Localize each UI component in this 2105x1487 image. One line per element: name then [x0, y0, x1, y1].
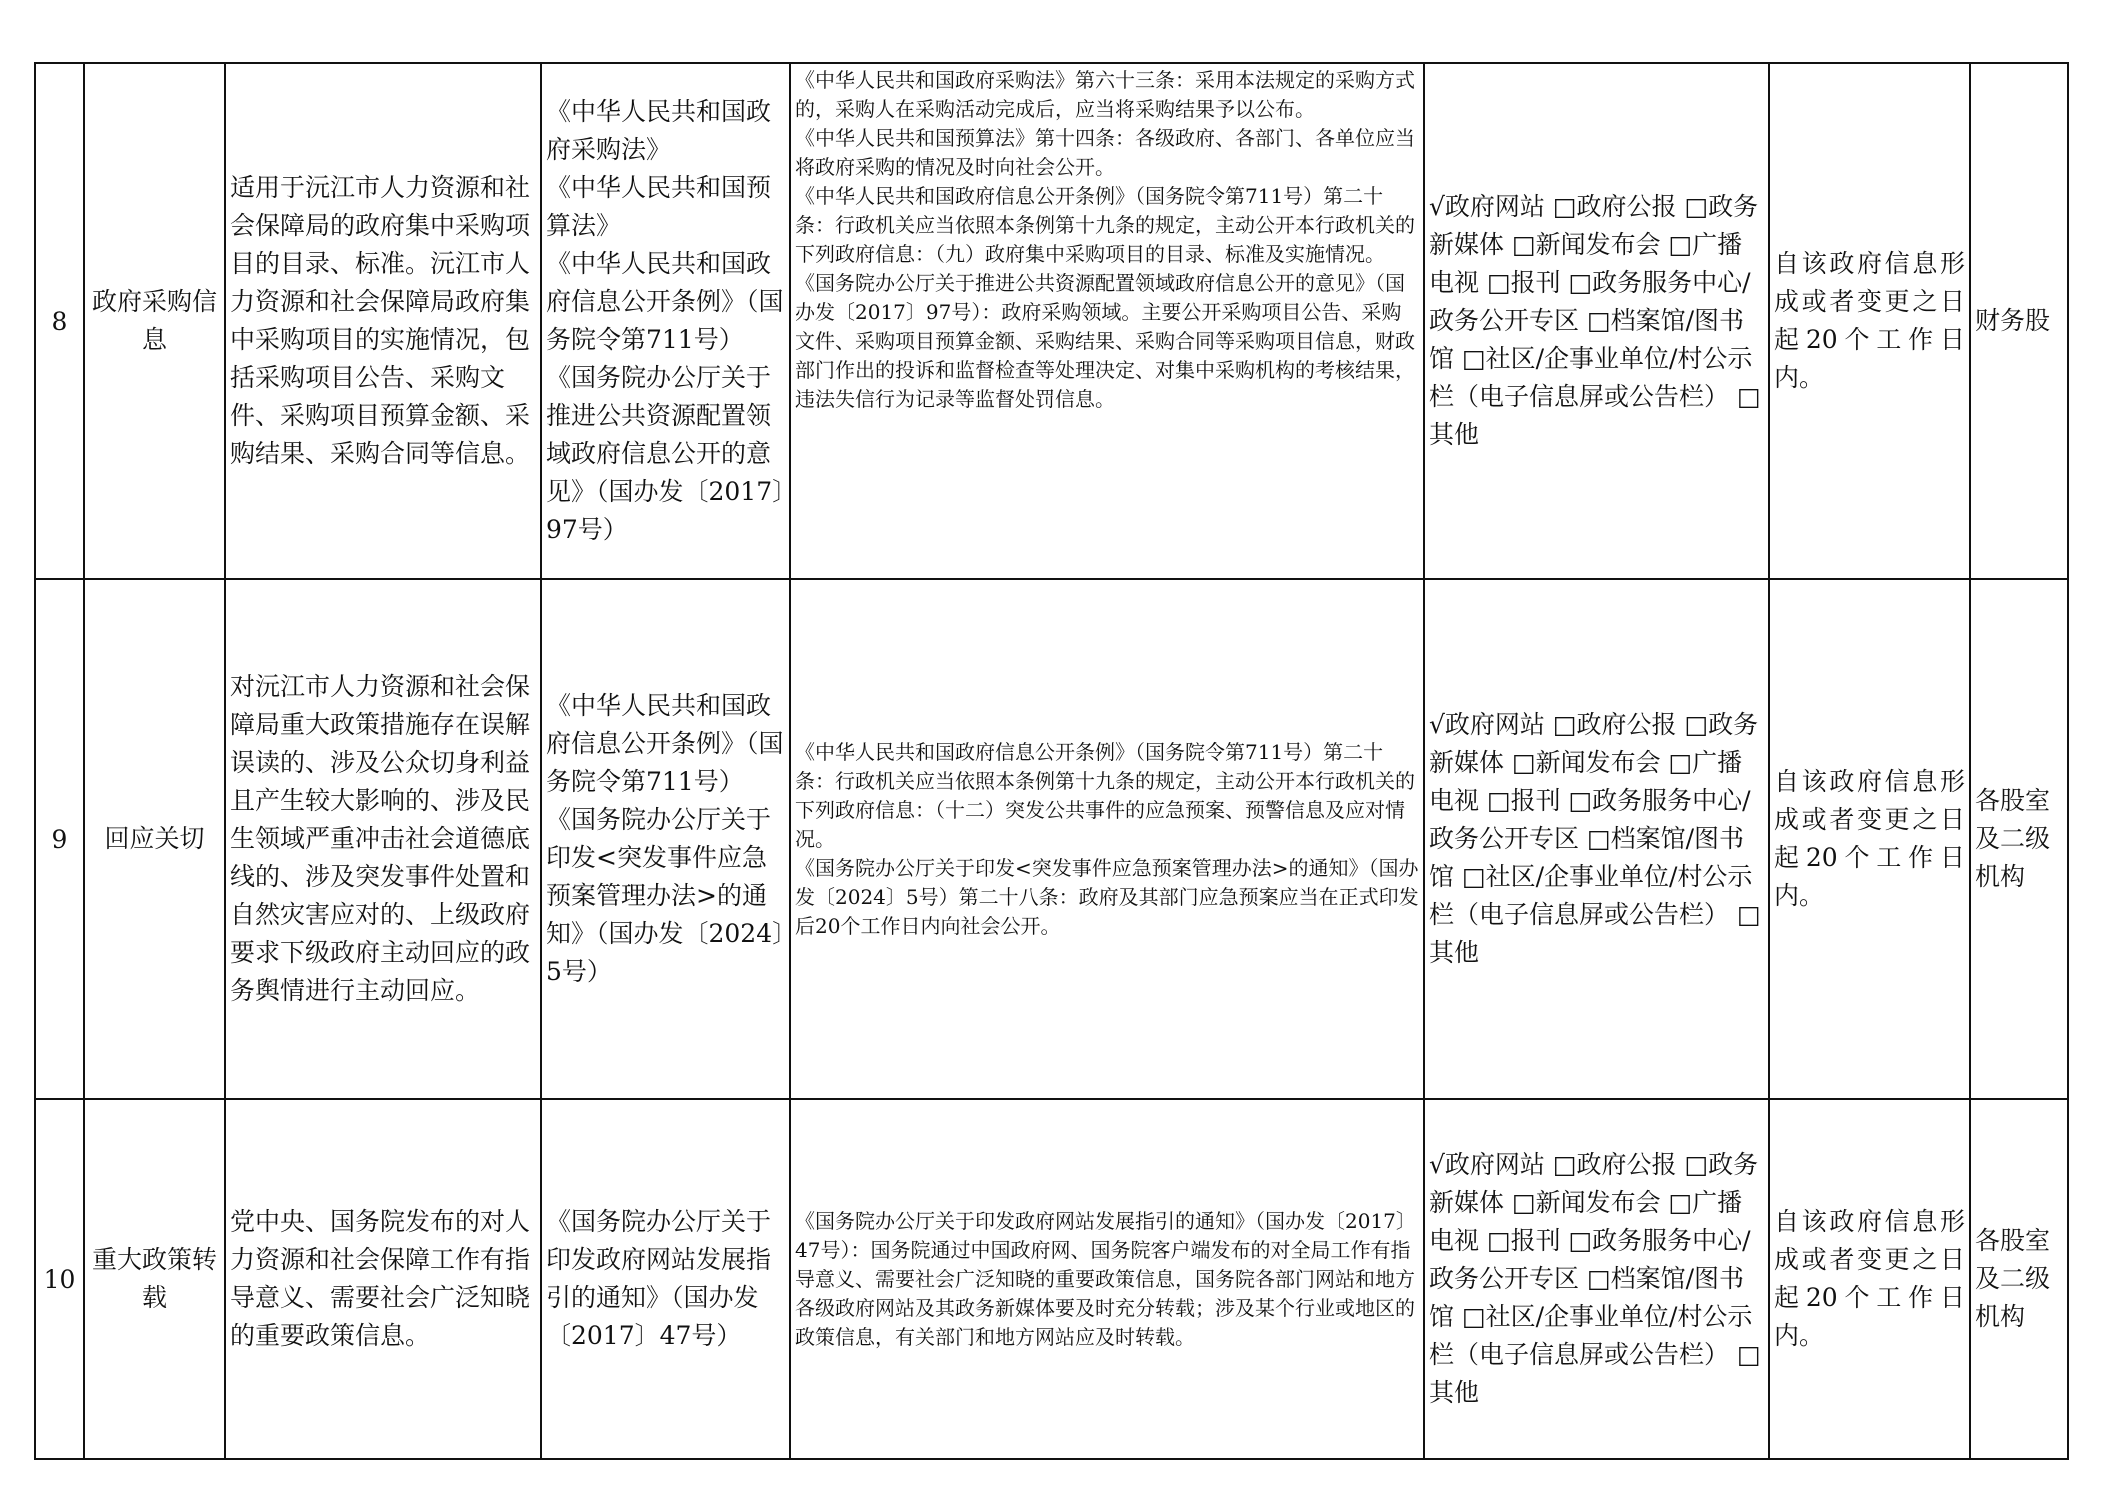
item-name: 政府采购信息 [84, 63, 225, 579]
basis-item: 《中华人民共和国政府信息公开条例》（国务院令第711号） [546, 691, 784, 796]
row-number: 10 [35, 1099, 84, 1459]
content-item: 《中华人民共和国政府信息公开条例》（国务院令第711号）第二十条：行政机关应当依照本条例第十九条的规定，主动公开本行政机关的下列政府信息：（九）政府集中采购项目的目录、标准及实施情况。 [795, 184, 1415, 266]
content-item: 《国务院办公厅关于印发<突发事件应急预案管理办法>的通知》（国办发〔2024〕5号）第二十八条：政府及其部门应急预案应当在正式印发后20个工作日内向社会公开。 [795, 855, 1419, 938]
disclosure-channel: √政府网站 □政府公报 □政务新媒体 □新闻发布会 □广播电视 □报刊 □政务服务中心/政务公开专区 □档案馆/图书馆 □社区/企事业单位/村公示栏（电子信息屏或公告栏） □其他 [1424, 63, 1769, 579]
basis-item: 《国务院办公厅关于推进公共资源配置领域政府信息公开的意见》（国办发〔2017〕97号） [546, 363, 785, 544]
disclosure-table [34, 62, 2069, 1460]
legal-basis [541, 579, 790, 1099]
disclosure-time-limit: 自该政府信息形成或者变更之日起20个工作日内。 [1769, 63, 1970, 579]
responsible-department: 各股室及二级机构 [1970, 579, 2068, 1099]
basis-item: 《中华人民共和国政府信息公开条例》（国务院令第711号） [546, 249, 784, 354]
table-row [35, 1099, 2068, 1459]
item-name: 重大政策转载 [84, 1099, 225, 1459]
basis-item: 《国务院办公厅关于印发<突发事件应急预案管理办法>的通知》（国办发〔2024〕5号） [546, 805, 785, 986]
responsible-department: 各股室及二级机构 [1970, 1099, 2068, 1459]
disclosure-scope: 对沅江市人力资源和社会保障局重大政策措施存在误解误读的、涉及公众切身利益且产生较大影响的、涉及民生领域严重冲击社会道德底线的、涉及突发事件处置和自然灾害应对的、上级政府要求下级政府主动回应的政务舆情进行主动回应。 [225, 579, 541, 1099]
basis-item: 《中华人民共和国预算法》 [546, 173, 772, 240]
disclosure-channel: √政府网站 □政府公报 □政务新媒体 □新闻发布会 □广播电视 □报刊 □政务服务中心/政务公开专区 □档案馆/图书馆 □社区/企事业单位/村公示栏（电子信息屏或公告栏） □其他 [1424, 579, 1769, 1099]
table-row [35, 63, 2068, 579]
content-item: 《国务院办公厅关于推进公共资源配置领域政府信息公开的意见》（国办发〔2017〕97号）：政府采购领域。主要公开采购项目公告、采购文件、采购项目预算金额、采购结果、采购合同等采购项目信息，财政部门作出的投诉和监督检查等处理决定、对集中采购机构的考核结果，违法失信行为记录等监督处罚信息。 [795, 271, 1415, 411]
disclosure-scope: 党中央、国务院发布的对人力资源和社会保障工作有指导意义、需要社会广泛知晓的重要政策信息。 [225, 1099, 541, 1459]
disclosure-content [790, 63, 1424, 579]
legal-basis [541, 1099, 790, 1459]
content-item: 《中华人民共和国政府信息公开条例》（国务院令第711号）第二十条：行政机关应当依照本条例第十九条的规定，主动公开本行政机关的下列政府信息：（十二）突发公共事件的应急预案、预警信息及应对情况。 [795, 739, 1415, 851]
row-number: 8 [35, 63, 84, 579]
content-item: 《中华人民共和国政府采购法》第六十三条：采用本法规定的采购方式的，采购人在采购活动完成后，应当将采购结果予以公布。 [795, 68, 1415, 121]
disclosure-channel: √政府网站 □政府公报 □政务新媒体 □新闻发布会 □广播电视 □报刊 □政务服务中心/政务公开专区 □档案馆/图书馆 □社区/企事业单位/村公示栏（电子信息屏或公告栏） □其他 [1424, 1099, 1769, 1459]
disclosure-content [790, 1099, 1424, 1459]
disclosure-time-limit: 自该政府信息形成或者变更之日起20个工作日内。 [1769, 1099, 1970, 1459]
disclosure-content [790, 579, 1424, 1099]
table-row [35, 579, 2068, 1099]
legal-basis [541, 63, 790, 579]
content-item: 《中华人民共和国预算法》第十四条：各级政府、各部门、各单位应当将政府采购的情况及时向社会公开。 [795, 126, 1415, 179]
content-item: 《国务院办公厅关于印发政府网站发展指引的通知》（国办发〔2017〕47号）：国务院通过中国政府网、国务院客户端发布的对全局工作有指导意义、需要社会广泛知晓的重要政策信息，国务院各部门网站和地方各级政府网站及其政务新媒体要及时充分转载；涉及某个行业或地区的政策信息，有关部门和地方网站应及时转载。 [795, 1208, 1416, 1349]
disclosure-scope: 适用于沅江市人力资源和社会保障局的政府集中采购项目的目录、标准。沅江市人力资源和社会保障局政府集中采购项目的实施情况，包括采购项目公告、采购文件、采购项目预算金额、采购结果、采购合同等信息。 [225, 63, 541, 579]
responsible-department: 财务股 [1970, 63, 2068, 579]
basis-item: 《中华人民共和国政府采购法》 [546, 97, 772, 164]
disclosure-time-limit: 自该政府信息形成或者变更之日起20个工作日内。 [1769, 579, 1970, 1099]
row-number: 9 [35, 579, 84, 1099]
basis-item: 《国务院办公厅关于印发政府网站发展指引的通知》（国办发〔2017〕47号） [546, 1207, 772, 1350]
item-name: 回应关切 [84, 579, 225, 1099]
